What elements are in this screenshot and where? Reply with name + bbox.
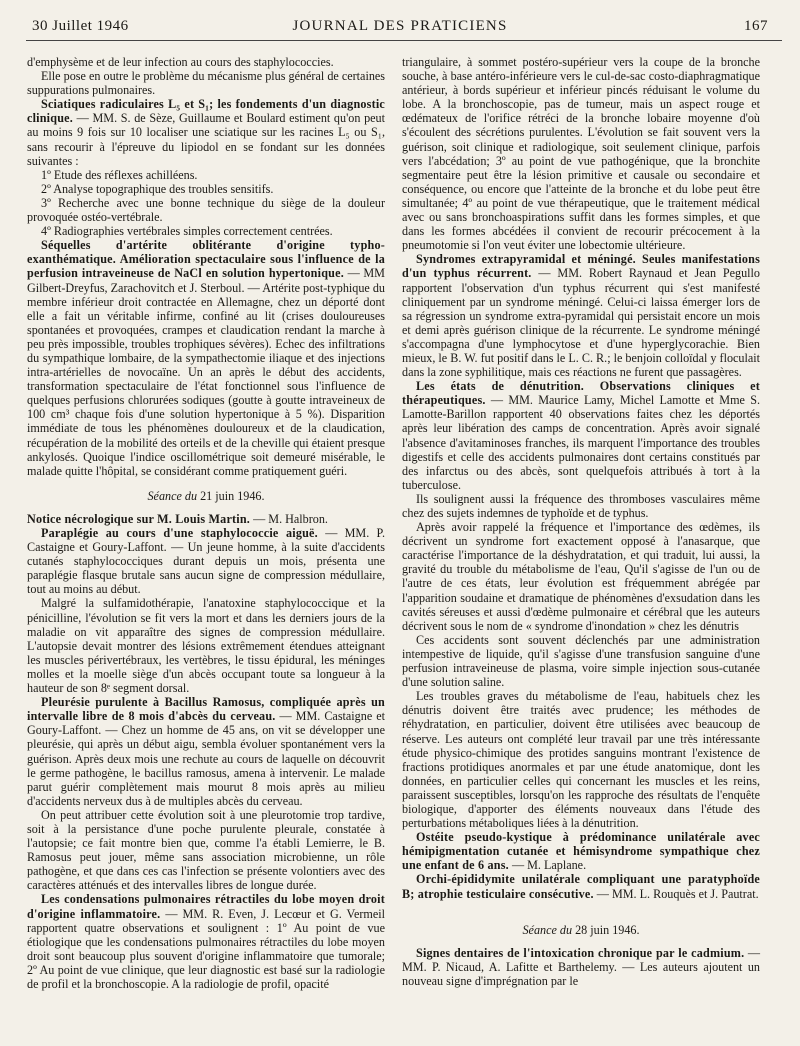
abstract-authors: — MM. R. Even, J. Lecœur et G. Vermeil: [165, 906, 385, 921]
page-number: 167: [744, 18, 768, 34]
paragraph: On peut attribuer cette évolution soit à une pleurotomie trop tardive, soit à la persistance d'une poche purulente pleurale, constatée à l'autopsie; ce fait montre bien que, comme l'a établi Lemierre, le B. Ramosus peut jouer, même sans association microbienne, un rôle pathogène, et que dans ces cas l'infection se présente volontiers avec des caractères atténués et des intervalles libres de longue durée.: [27, 807, 385, 893]
abstract-authors: — M. Halbron.: [253, 511, 328, 526]
abstract-orchi: [402, 872, 760, 900]
abstract-authors: — MM. Maurice Lamy, Michel Lamotte et Mme S. Lamotte-Barillon: [402, 393, 760, 422]
paragraph: Malgré la sulfamidothérapie, l'anatoxine staphylococcique et la pénicilline, l'évolution se fit vers la mort et dans les derniers jours de la maladie on vit apparaître des signes de compression médullaire. L'autopsie devait montrer des lésions extrêmement étendues atteignant les muscles périvertébraux, les vertèbres, le tissu épidural, les méninges molles et la moelle siège d'un abcès occupant toute sa longueur à la hauteur de son 8ᵉ segment dorsal.: [27, 596, 385, 696]
abstract-body: Les auteurs ajoutent un nouveau signe d'imprégnation par le: [402, 959, 760, 988]
list-item: 2º Analyse topographique des troubles sensitifs.: [41, 181, 274, 196]
list-item: 3º Recherche avec une bonne technique du siège de la douleur provoquée ostéo-vertébrale.: [27, 195, 385, 225]
abstract-title: Les états de dénutrition. Observations cliniques et thérapeutiques.: [402, 379, 760, 408]
seance-heading: Séance du 28 juin 1946.: [522, 922, 640, 937]
abstract-sciatiques: [27, 97, 385, 167]
abstract-authors: — MM. L. Rouquès et J. Pautrat.: [596, 886, 759, 901]
abstract-title: Signes dentaires de l'intoxication chronique par le cadmium.: [416, 945, 745, 960]
abstract-authors: — M. Laplane.: [511, 858, 587, 873]
abstract-title: Syndromes extrapyramidal et méningé. Seules manifestations d'un typhus récurrent.: [402, 252, 760, 281]
abstract-authors: — MM. S. de Sèze, Guillaume et Boulard: [76, 111, 286, 126]
header-rule: [26, 40, 782, 41]
abstract-title: Orchi-épididymite unilatérale compliquant une paratyphoïde B; atrophie testiculaire consécutive.: [402, 872, 760, 901]
abstract-notice: [27, 512, 385, 526]
paragraph: triangulaire, à sommet postéro-supérieur vers la coupe de la bronche souche, à base antéro-inférieure vers le cul-de-sac costo-diaphragmatique antérieur, à bords supérieur et inférieur pincés réduisant le volume du lobe. A la bronchoscopie, pas de tumeur, mais un aspect rouge et œdémateux de l'orifice rétréci de la bronche lobaire moyenne d'où s'écoulent des sécrétions purulentes. L'évolution se fait souvent vers la guérison, soit clinique et radiologique, soit seulement clinique, parfois vers l'abcédation; 3º au point de vue pathogénique, que la bronchite segmentaire peut être la lésion primitive et causale ou secondaire et conséquence, ou encore que l'atteinte de la bronche et du lobe peut être simultanée; 4º au point de vue thérapeutique, que le traitement médical avec ou sans bronchoaspirations suffit dans les formes simples, et que dans les formes abcédées il convient de recourir précocement à la pneumotomie si l'on veut éviter une lobectomie ultérieure.: [402, 55, 760, 253]
abstract-body: rapportent 40 observations faites chez les déportés après leur libération des camps de concentration. Après avoir signalé l'absence d'avitaminoses franches, ils marquent l'importance des troubles digestifs et celle des accidents pulmonaires dont certains constitués par des infarctus ou des abcès, sont quelquefois attribués à tort à la tuberculose.: [402, 407, 760, 492]
abstract-authors: — MM. P. Nicaud, A. Lafitte et Barthelemy. —: [402, 945, 760, 974]
page-header: [32, 14, 768, 38]
abstract-title: Ostéite pseudo-kystique à prédominance unilatérale avec hémipigmentation cutanée et hémisyndrome sympathique chez une enfant de 6 ans.: [402, 830, 760, 873]
paragraph: Après avoir rappelé la fréquence et l'importance des œdèmes, ils décrivent un syndrome fort exactement opposé à l'anasarque, que caractérise l'importance de la déshydratation, et qui traduit, lui aussi, la gravité du trouble du métabolisme de l'eau, Qu'il s'agisse de l'un ou de l'autre de ces états, leur évolution est fréquemment abrégée par l'apparition soudaine et dramatique de phénomènes d'exsudation dans les cavités séreuses et aussi d'œdème pulmonaire et cérébral que les auteurs décrivent sous le nom de « syndrome d'inondation » chez les dénutris: [402, 520, 760, 633]
abstract-title: Paraplégie au cours d'une staphylococcie aiguë.: [41, 526, 318, 540]
abstract-sequelles: [27, 238, 385, 478]
abstract-body: estiment qu'on peut au moins 9 fois sur 10 localiser une sciatique sur les racines L₅ ou S₁, sans recourir à l'épreuve du lipiodol en se fondant sur les données suivantes :: [27, 111, 385, 168]
paragraph: Elle pose en outre le problème du mécanisme plus général de certaines suppurations pulmonaires.: [27, 69, 385, 98]
abstract-osteite: [402, 830, 760, 872]
abstract-etats: [402, 379, 760, 492]
right-column: [402, 55, 760, 988]
abstract-title: Les condensations pulmonaires rétractiles du lobe moyen droit d'origine inflammatoire.: [27, 892, 385, 921]
abstract-body: rapportent l'observation d'un typhus récurrent qui s'est manifesté cliniquement par un syndrome méningé. Celui-ci laissa émerger lors de sa régression un syndrome extra-pyramidal qui persistait encore un mois et demi après guérison clinique de la récurrente. Le syndrome méningé s'accompagna d'une lymphocytose et d'une hyperglycorachie. Bien mieux, le B. W. fut positif dans le L. C. R.; le benjoin colloïdal y floculait dans la zone syphilitique, mais ces réactions ne furent que passagères.: [402, 280, 760, 380]
left-column: [27, 55, 385, 991]
list-item: 1º Etude des réflexes achilléens.: [41, 167, 198, 182]
abstract-title: Pleurésie purulente à Bacillus Ramosus, compliquée après un intervalle libre de 8 mois d'abcès du cerveau.: [27, 695, 385, 724]
abstract-condensations: [27, 892, 385, 991]
abstract-body: — Chez un homme de 45 ans, on vit se développer une pleurésie, qui après un début aigu, sembla évoluer spontanément vers la guérison. Après deux mois une rechute au cours de laquelle on découvrit le germe pathogène, le bacillus ramosus, amena à intervenir. Le malade parut guérir complètement mais mourut 8 mois après au milieu d'accidents nerveux dus à de multiples abcès du cerveau.: [27, 723, 385, 808]
abstract-title: Séquelles d'artérite oblitérante d'origine typho-exanthématique. Amélioration spectaculaire sous l'influence de la perfusion intraveineuse de NaCl en solution hypertonique.: [27, 238, 385, 281]
list-item: 4º Radiographies vertébrales simples correctement centrées.: [41, 224, 333, 239]
abstract-body: rapportent quatre observations et soulignent : 1º Au point de vue étiologique que les condensations pulmonaires rétractiles du lobe moyen droit sont beaucoup plus souvent d'origine inflammatoire que tumorale; 2º Au point de vue clinique, que leur diagnostic est basé sur la radiologie de profil et la bronchoscopie. A la radiologie de profil, opacité: [27, 920, 385, 991]
seance-heading: Séance du 21 juin 1946.: [147, 488, 265, 503]
abstract-signes: [402, 946, 760, 988]
abstract-pleuresie: [27, 695, 385, 808]
header-date: 30 Juillet 1946: [32, 18, 129, 34]
paragraph: Les troubles graves du métabolisme de l'eau, habituels chez les dénutris doivent être traités avec prudence; les méthodes de réhydratation, en particulier, doivent être utilisées avec beaucoup de réserve. Les auteurs ont complété leur travail par une très intéressante étude physico-chimique des protides sanguins montrant l'existence de fractions protidiques anormales et par une étude anatomique, dont les données, en particulier celles qui concernant les muscles et les reins, paraissent susceptibles, lorsqu'on les rapproche des résultats de l'enquête biologique, d'apporter des éléments nouveaux dans l'étude des perturbations métaboliques liées à la dénutrition.: [402, 689, 760, 831]
paragraph: Ces accidents sont souvent déclenchés par une administration intempestive de liquide, qu'il s'agisse d'une transfusion sanguine d'une perfusion intraveineuse de plasma, voire simple injection sous-cutanée d'une solution saline.: [402, 632, 760, 690]
abstract-title: Sciatiques radiculaires L₅ et S₁; les fondements d'un diagnostic clinique.: [27, 97, 385, 126]
abstract-syndromes: [402, 252, 760, 379]
abstract-body: Artérite post-typhique du membre inférieur droit contractée en Allemagne, chez un déporté dont elle a fait un véritable infirme, confiné au lit (crises douloureuses spontanées et provoquées, crampes et claudication rendant la marche à peu près impossible, troubles trophiques sévères). Echec des infiltrations du sympathique lombaire, de la sympathectomie iliaque et des injections intra-artérielles de novocaïne. Un an après le début des accidents, transformation spectaculaire de l'état fonctionnel sous l'influence de quelques perfusions chlorurées sodiques (goutte à goutte intraveineux de 100 cm³ chaque fois d'une solution hypertonique à 5 %). Disparition immédiate de tous les phénomènes douloureux et de la claudication, récupération de la mobilité des orteils et de la cheville qui étaient presque ankylosés. Quoique l'indice oscillométrique soit demeuré misérable, le malade quitte l'hôpital, se considérant comme pratiquement guéri.: [27, 280, 385, 478]
abstract-title: Notice nécrologique sur M. Louis Martin.: [27, 511, 251, 526]
abstract-authors: — MM. Castaigne et Goury-Laffont.: [27, 709, 385, 738]
abstract-authors: — MM. P. Castaigne et Goury-Laffont.: [27, 526, 385, 555]
paragraph: d'emphysème et de leur infection au cours des staphylococcies.: [27, 55, 334, 69]
journal-title: JOURNAL DES PRATICIENS: [292, 18, 508, 34]
abstract-paraplegie: [27, 526, 385, 596]
abstract-authors: — MM Gilbert-Dreyfus, Zarachovitch et J. Sterboul. —: [27, 266, 385, 295]
paragraph: Ils soulignent aussi la fréquence des thromboses vasculaires même chez des sujets indemnes de typhoïde et de typhus.: [402, 491, 760, 520]
abstract-authors: — MM. Robert Raynaud et Jean Pegullo: [538, 266, 760, 281]
abstract-body: — Un jeune homme, à la suite d'accidents cutanés staphylococciques durant depuis un mois, présenta une paraplégie flasque brutale sans aucun signe de compression médullaire, tout au moins au début.: [27, 540, 385, 597]
